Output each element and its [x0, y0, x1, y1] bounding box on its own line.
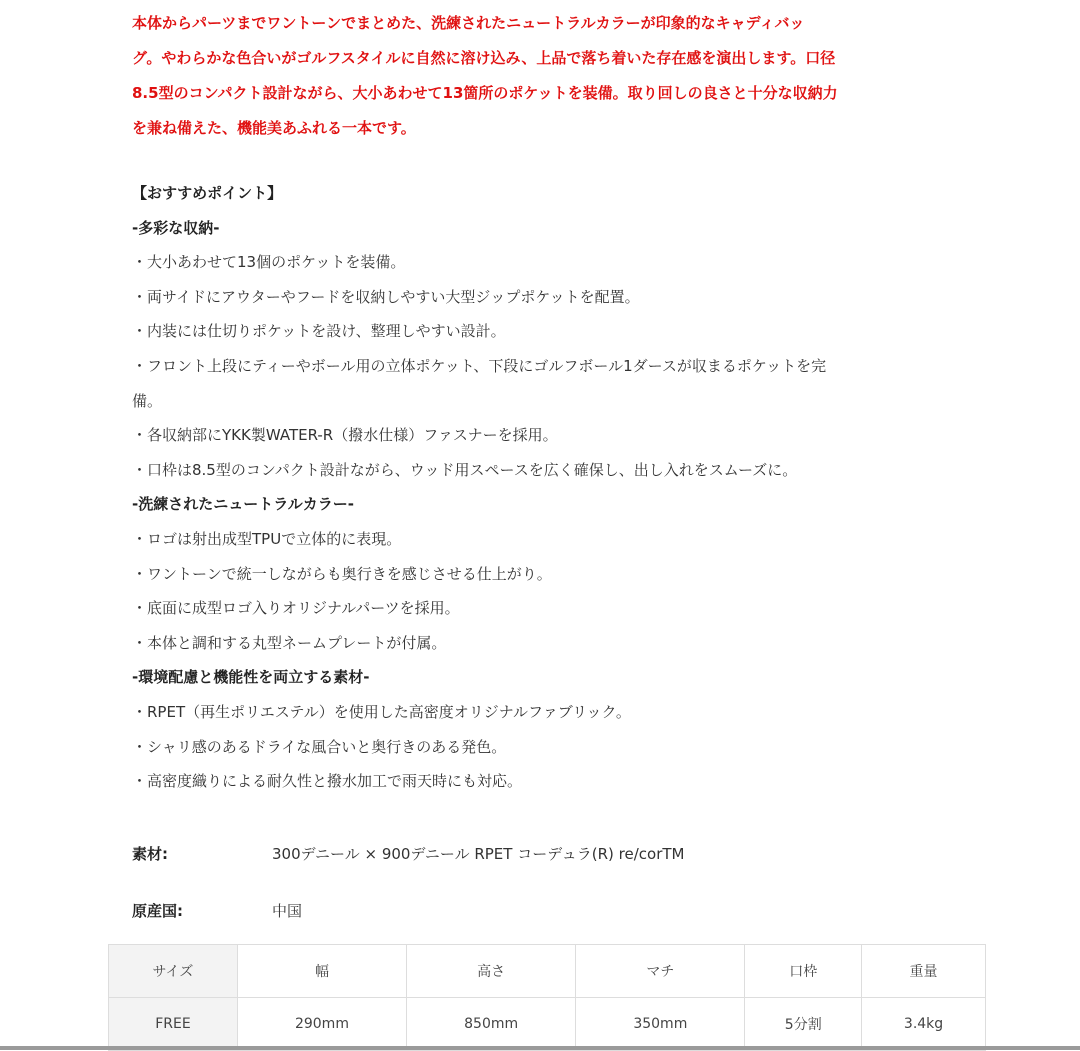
bottom-divider [0, 1046, 1080, 1050]
origin-value: 中国 [272, 902, 303, 920]
section-heading-color: -洗練されたニュートラルカラー- [132, 495, 355, 514]
intro-line: 8.5型のコンパクト設計ながら、大小あわせて13箇所のポケットを装備。取り回しの良さと十分な収納力 [132, 84, 838, 102]
point-item: ・底面に成型ロゴ入りオリジナルパーツを採用。 [132, 599, 460, 618]
cell-weight: 3.4kg [862, 998, 986, 1051]
header-height: 高さ [407, 945, 576, 998]
recommended-points [132, 176, 952, 799]
cell-depth: 350mm [576, 998, 745, 1051]
point-item: ・ロゴは射出成型TPUで立体的に表現。 [132, 529, 402, 548]
cell-height: 850mm [407, 998, 576, 1051]
cell-width: 290mm [237, 998, 406, 1051]
header-size: サイズ [109, 945, 238, 998]
spec-material-row [132, 843, 684, 864]
point-item: ・フロント上段にティーやボール用の立体ポケット、下段にゴルフボール1ダースが収まるポケットを完 [132, 356, 827, 375]
table-row [109, 998, 986, 1051]
spec-origin-row [132, 900, 302, 921]
point-item: ・シャリ感のあるドライな風合いと奥行きのある発色。 [132, 737, 507, 756]
origin-label: 原産国: [132, 902, 183, 920]
header-depth: マチ [576, 945, 745, 998]
cell-top-frame: 5分割 [745, 998, 862, 1051]
size-table-header-row [109, 945, 986, 998]
section-heading-material: -環境配慮と機能性を両立する素材- [132, 668, 370, 687]
point-item: ・内装には仕切りポケットを設け、整理しやすい設計。 [132, 322, 506, 341]
section-heading-storage: -多彩な収納- [132, 218, 220, 237]
point-item: ・RPET（再生ポリエステル）を使用した高密度オリジナルファブリック。 [132, 702, 631, 721]
point-item: ・高密度織りによる耐久性と撥水加工で雨天時にも対応。 [132, 772, 523, 791]
point-item: ・ワントーンで統一しながらも奥行きを感じさせる仕上がり。 [132, 564, 552, 583]
point-item-continued: 備。 [132, 391, 163, 410]
point-item: ・大小あわせて13個のポケットを装備。 [132, 253, 406, 272]
cell-size: FREE [109, 998, 238, 1051]
size-table [108, 944, 986, 1051]
points-title: 【おすすめポイント】 [132, 184, 283, 202]
intro-line: を兼ね備えた、機能美あふれる一本です。 [132, 119, 416, 137]
header-top-frame: 口枠 [745, 945, 862, 998]
point-item: ・両サイドにアウターやフードを収納しやすい大型ジップポケットを配置。 [132, 287, 640, 306]
material-label: 素材: [132, 845, 168, 863]
intro-line: グ。やわらかな色合いがゴルフスタイルに自然に溶け込み、上品で落ち着いた存在感を演出します。口径 [132, 49, 836, 67]
header-width: 幅 [237, 945, 406, 998]
point-item: ・各収納部にYKK製WATER-R（撥水仕様）ファスナーを採用。 [132, 426, 558, 445]
intro-line: 本体からパーツまでワントーンでまとめた、洗練されたニュートラルカラーが印象的なキャディバッ [132, 14, 805, 32]
point-item: ・本体と調和する丸型ネームプレートが付属。 [132, 633, 447, 652]
header-weight: 重量 [862, 945, 986, 998]
material-value: 300デニール × 900デニール RPET コーデュラ(R) re/corTM [272, 845, 685, 863]
product-intro [132, 6, 952, 146]
point-item: ・口枠は8.5型のコンパクト設計ながら、ウッド用スペースを広く確保し、出し入れをスムーズに。 [132, 460, 798, 479]
